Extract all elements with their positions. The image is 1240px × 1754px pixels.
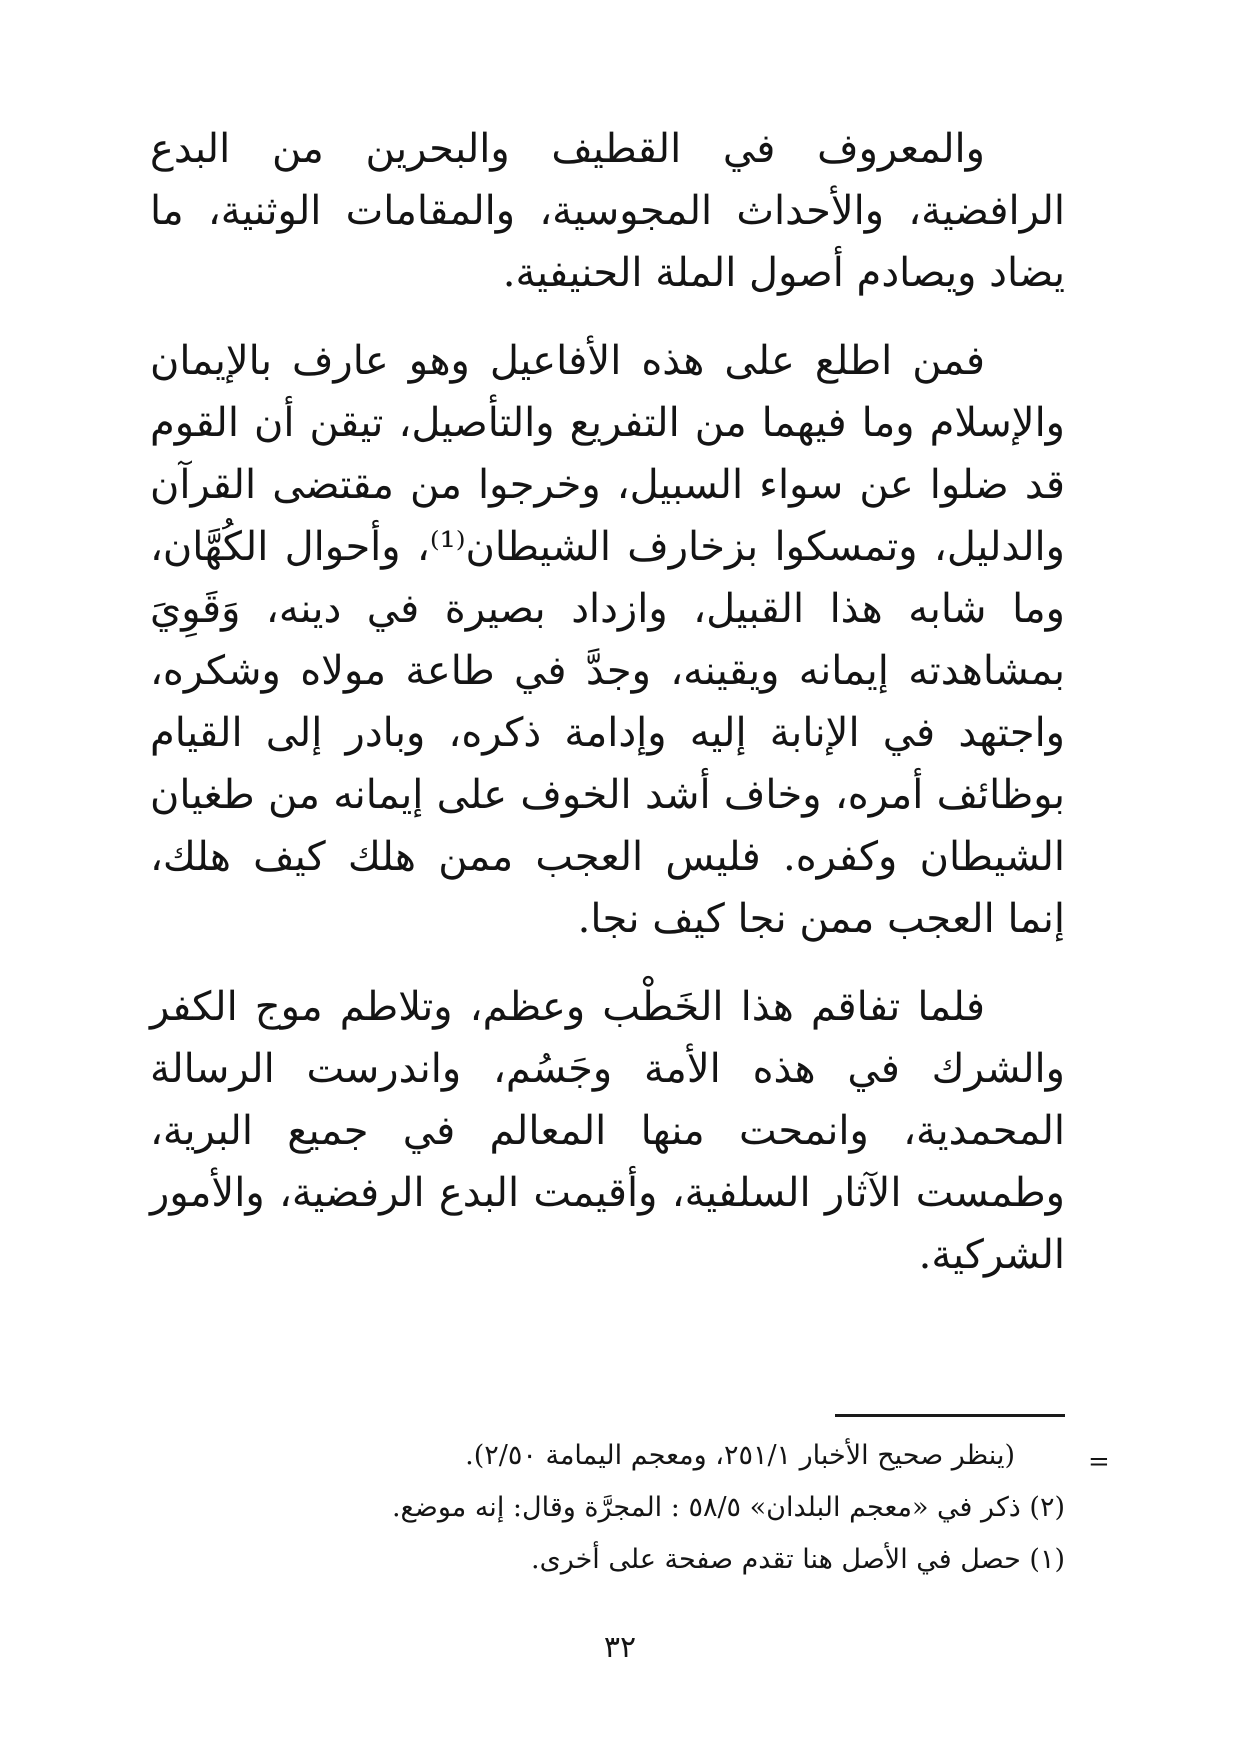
footnote-continuation-marker: = [1088,1447,1110,1477]
paragraph-2: فمن اطلع على هذه الأفاعيل وهو عارف بالإيمان والإسلام وما فيهما من التفريع والتأصيل، تيقن أن القوم قد ضلوا عن سواء السبيل، وخرجوا من مقتضى القرآن والدليل، وتمسكوا بزخارف الشيطان⁽¹⁾، وأحوال الكُهَّان، وما شابه هذا القبيل، وازداد بصيرة في دينه، وَقَوِيَ بمشاهدته إيمانه ويقينه، وجدَّ في طاعة مولاه وشكره، واجتهد في الإنابة إليه وإدامة ذكره، وبادر إلى القيام بوظائف أمره، وخاف أشد الخوف على إيمانه من طغيان الشيطان وكفره. فليس العجب ممن هلك كيف هلك، إنما العجب ممن نجا كيف نجا. [150,338,1065,942]
footnote-continuation: (ينظر صحيح الأخبار ٢٥١/١، ومعجم اليمامة ٢/٥٠). [465,1440,1015,1471]
footnote-2: (٢) ذكر في «معجم البلدان» ٥٨/٥ : المجرَّة وقال: إنه موضع. [391,1492,1065,1523]
footnote-separator [835,1414,1065,1417]
footnote-1: (١) حصل في الأصل هنا تقدم صفحة على أخرى. [530,1544,1065,1575]
page-number: ٣٢ [603,1630,637,1665]
main-text [150,118,1065,1286]
paragraph-1: والمعروف في القطيف والبحرين من البدع الرافضية، والأحداث المجوسية، والمقامات الوثنية، ما يضاد ويصادم أصول الملة الحنيفية. [150,126,1065,296]
footnotes [150,1430,1065,1586]
paragraph-3: فلما تفاقم هذا الخَطْب وعظم، وتلاطم موج الكفر والشرك في هذه الأمة وجَسُم، واندرست الرسالة المحمدية، وانمحت منها المعالم في جميع البرية، وطمست الآثار السلفية، وأقيمت البدع الرفضية، والأمور الشركية. [150,984,1065,1278]
